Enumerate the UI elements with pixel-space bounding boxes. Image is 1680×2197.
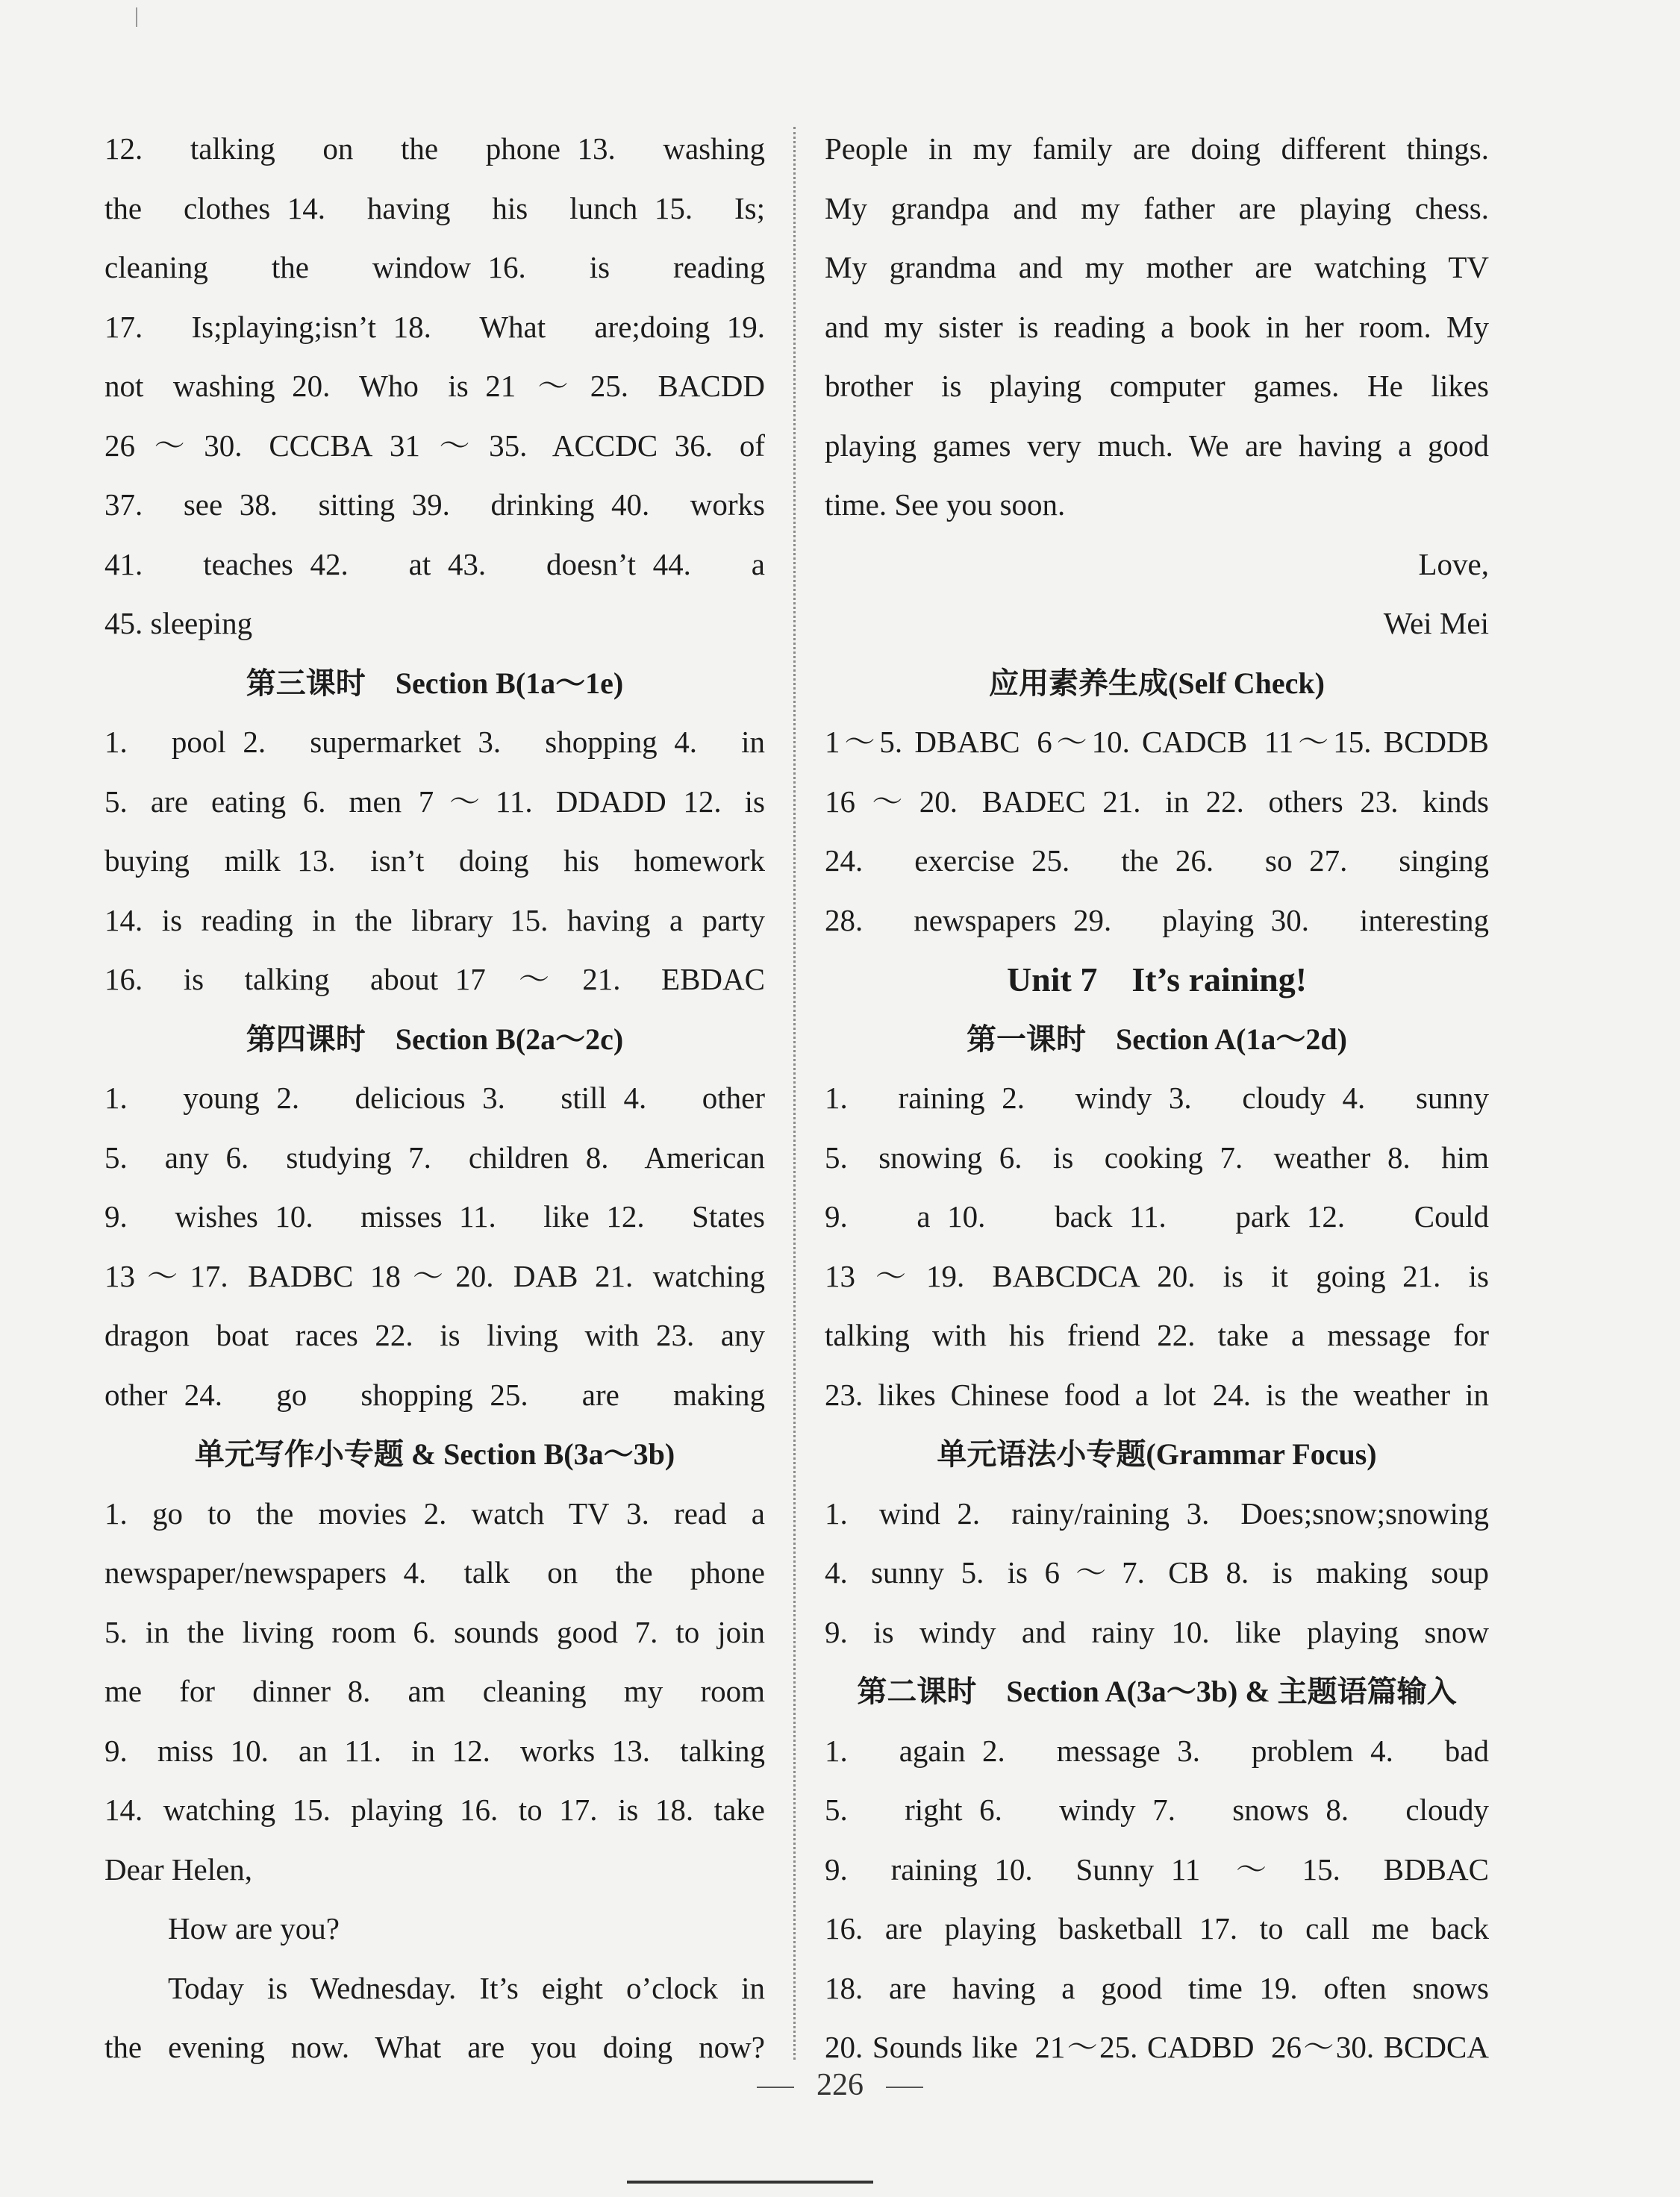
answer-line: [104, 1543, 765, 1603]
answer-item: 16. to: [459, 1793, 543, 1827]
letter-line: My grandma and my mother are watching TV: [825, 250, 1489, 284]
answer-item: 23. any: [655, 1318, 765, 1352]
answer-item: newspaper/newspapers: [104, 1555, 387, 1590]
answer-line: [825, 772, 1489, 832]
answer-item: 17. Is;playing;isn’t: [104, 309, 377, 344]
answer-line: [104, 1484, 765, 1544]
answer-item: 11～15. BCDDB: [1264, 725, 1489, 759]
answer-item: 14. is reading in the library: [104, 902, 493, 937]
answer-item: 2. supermarket: [243, 725, 461, 759]
answer-item: 4. bad: [1370, 1733, 1489, 1768]
letter-greeting: How are you?: [168, 1911, 340, 1946]
answer-line: [825, 1543, 1489, 1603]
answer-item: 25. the: [1031, 843, 1159, 878]
answer-item: me for dinner: [104, 1674, 331, 1708]
answer-item: 1. pool: [104, 725, 226, 759]
answer-item: 16. is talking about: [104, 962, 439, 996]
answer-line: [104, 119, 765, 179]
answer-item: 2. windy: [1002, 1081, 1152, 1115]
answer-item: 3. read a: [626, 1496, 765, 1531]
answer-item: 21. watching: [595, 1258, 765, 1293]
heading-section-b-1a-1e: 第三课时 Section B(1a～1e): [246, 666, 624, 700]
answer-item: 21. is: [1402, 1258, 1489, 1293]
page-number: 226: [816, 2068, 864, 2102]
answer-item: 12. works: [452, 1733, 596, 1768]
answer-line: [104, 416, 765, 476]
answer-item: 6. men: [302, 784, 402, 819]
answer-item: 1. young: [104, 1081, 260, 1115]
answer-item: 3. still: [482, 1081, 607, 1115]
answer-item: 10. an: [230, 1733, 328, 1768]
answer-item: 22. others: [1205, 784, 1343, 819]
answer-item: 1. again: [825, 1733, 966, 1768]
answer-item: 36. of: [674, 428, 765, 463]
answer-item: 5. right: [825, 1793, 963, 1827]
answer-block-unit6-section-a: [104, 119, 765, 654]
answer-line: [104, 772, 765, 832]
answer-line: [104, 357, 765, 416]
left-column: [104, 119, 765, 2078]
answer-line: [825, 1069, 1489, 1128]
answer-item: 15. playing: [292, 1793, 443, 1827]
letter-body: [825, 119, 1489, 535]
answer-item: not washing: [104, 369, 275, 403]
answer-item: 6. studying: [225, 1140, 392, 1175]
answer-line: [825, 713, 1489, 772]
answer-item: 10. back: [947, 1199, 1113, 1234]
answer-item: 43. doesn’t: [447, 546, 637, 581]
answer-item: 9. a: [825, 1199, 931, 1234]
answer-line: [104, 1366, 765, 1425]
answer-block-unit7-section-a-1a-2d: [825, 1069, 1489, 1425]
answer-item: 31～35. ACCDC: [389, 428, 658, 463]
unit-title: Unit 7 It’s raining!: [1006, 960, 1308, 999]
heading-self-check: 应用素养生成(Self Check): [989, 666, 1325, 700]
answer-item: 15. having a party: [510, 902, 765, 937]
answer-line: [825, 1840, 1489, 1900]
answer-line: [104, 831, 765, 891]
letter-line: My grandpa and my father are playing chess.: [825, 190, 1489, 225]
answer-item: 1. go to the movies: [104, 1496, 407, 1531]
answer-item: 3. problem: [1177, 1733, 1354, 1768]
answer-item: 9. raining: [825, 1851, 978, 1887]
answer-item: 7. to join: [634, 1614, 765, 1649]
answer-line: [104, 298, 765, 357]
answer-block-self-check: [825, 713, 1489, 950]
answer-item: the clothes: [104, 190, 271, 225]
answer-item: 26～30. BCDCA: [1271, 2030, 1489, 2064]
answer-line: [825, 1247, 1489, 1307]
answer-line: [104, 535, 765, 595]
letter-signature: Wei Mei: [1383, 606, 1489, 640]
answer-item: 6～7. CB: [1044, 1555, 1209, 1590]
answer-line: [825, 891, 1489, 951]
answer-item: 7～11. DDADD: [418, 784, 666, 819]
answer-item: 9. wishes: [104, 1199, 258, 1234]
heading-writing-section-b-3a-3b: 单元写作小专题 & Section B(3a～3b): [194, 1437, 675, 1471]
letter-salutation: Dear Helen,: [104, 1851, 253, 1887]
answer-item: talking with his friend: [825, 1318, 1140, 1352]
answer-item: 10. Sunny: [994, 1851, 1155, 1887]
answer-item: 3. shopping: [478, 725, 658, 759]
answer-item: 14. watching: [104, 1793, 276, 1827]
answer-line: [104, 1247, 765, 1307]
answer-item: 10. misses: [275, 1199, 443, 1234]
answer-line: [104, 1306, 765, 1366]
answer-item: 9. miss: [104, 1733, 214, 1768]
answer-item: 3. cloudy: [1168, 1081, 1325, 1115]
answer-item: 20. Sounds like: [825, 2030, 1018, 2064]
answer-line: [825, 1603, 1489, 1663]
answer-item: 5. is: [961, 1555, 1028, 1590]
answer-item: 3. Does;snow;snowing: [1186, 1496, 1489, 1531]
answer-block-writing: [104, 1484, 765, 1840]
answer-item: 20. Who is: [292, 369, 469, 403]
answer-item: 19.: [726, 309, 765, 344]
heading-grammar-focus: 单元语法小专题(Grammar Focus): [937, 1437, 1377, 1471]
answer-line: [104, 475, 765, 535]
answer-item: 5. are eating: [104, 784, 287, 819]
answer-item: 6. is cooking: [999, 1140, 1203, 1175]
answer-item: 18. What are;doing: [393, 309, 711, 344]
answer-item: 22. take a message for: [1157, 1318, 1489, 1352]
letter-line: Today is Wednesday. It’s eight o’clock in: [168, 1970, 765, 2005]
answer-item: 28. newspapers: [825, 902, 1057, 937]
answer-item: 25. are making: [490, 1377, 765, 1412]
answer-line: [825, 1306, 1489, 1366]
answer-item: 12. Could: [1306, 1199, 1489, 1234]
heading-unit7-section-a-1a-2d: 第一课时 Section A(1a～2d): [967, 1022, 1347, 1056]
answer-item: 13. washing: [577, 131, 765, 166]
answer-item: 27. singing: [1309, 843, 1489, 878]
answer-line: [104, 1128, 765, 1188]
answer-item: 1. wind: [825, 1496, 940, 1531]
answer-line: [825, 1366, 1489, 1425]
bottom-rule: [627, 2181, 873, 2184]
answer-item: 8. him: [1387, 1140, 1489, 1175]
answer-item: buying milk: [104, 843, 281, 878]
answer-item: 13. talking: [611, 1733, 765, 1768]
answer-line: [825, 1128, 1489, 1188]
answer-item: 6. sounds good: [413, 1614, 619, 1649]
answer-item: 21～25. CADBD: [1034, 2030, 1255, 2064]
right-column: [825, 119, 1489, 2078]
answer-item: 6～10. CADCB: [1037, 725, 1248, 759]
answer-item: 17. to call me back: [1199, 1911, 1489, 1946]
answer-item: 12. is: [683, 784, 765, 819]
answer-line: [104, 891, 765, 951]
answer-line: [104, 713, 765, 772]
answer-item: 30. interesting: [1270, 902, 1489, 937]
answer-item: 1. raining: [825, 1081, 985, 1115]
answer-item: 4. other: [623, 1081, 765, 1115]
answer-item: 9. is windy and rainy: [825, 1614, 1155, 1649]
answer-item: 19. often snows: [1259, 1970, 1489, 2005]
answer-line: [825, 1899, 1489, 1959]
answer-line: [825, 1781, 1489, 1840]
answer-item: 6. windy: [979, 1793, 1136, 1827]
answer-item: 45. sleeping: [104, 606, 253, 640]
answer-item: 8. cloudy: [1325, 1793, 1489, 1827]
answer-item: 37. see: [104, 487, 223, 522]
heading-unit7-section-a-3a-3b: 第二课时 Section A(3a～3b) & 主题语篇输入: [857, 1675, 1457, 1708]
answer-item: 29. playing: [1073, 902, 1255, 937]
letter-line: brother is playing computer games. He likes: [825, 369, 1489, 403]
answer-item: 17～21. EBDAC: [455, 962, 765, 996]
answer-line: [104, 238, 765, 298]
column-divider: [793, 127, 796, 2060]
answer-item: 5. in the living room: [104, 1614, 396, 1649]
answer-item: 13. isn’t doing his homework: [297, 843, 765, 878]
answer-block-section-b-1a-1e: [104, 713, 765, 1010]
letter-line: playing games very much. We are having a good: [825, 428, 1489, 463]
answer-item: 7. snows: [1152, 1793, 1309, 1827]
heading-section-b-2a-2c: 第四课时 Section B(2a～2c): [246, 1022, 624, 1056]
answer-item: 8. is making soup: [1225, 1555, 1489, 1590]
answer-item: 24. is the weather in: [1212, 1377, 1489, 1412]
answer-item: 11. in: [344, 1733, 436, 1768]
answer-item: 26～30. CCCBA: [104, 428, 373, 463]
answer-line: [825, 1722, 1489, 1781]
answer-line: [104, 1662, 765, 1722]
answer-item: 8. am cleaning my room: [347, 1674, 765, 1708]
answer-item: 18. take: [655, 1793, 765, 1827]
answer-item: 18～20. DAB: [369, 1258, 578, 1293]
answer-line: [104, 1187, 765, 1247]
answer-item: 24. go shopping: [184, 1377, 473, 1412]
answer-item: 13～17. BADBC: [104, 1258, 354, 1293]
answer-line: [104, 1603, 765, 1663]
answer-item: other: [104, 1377, 168, 1412]
answer-item: 21～25. BACDD: [485, 369, 765, 403]
answer-item: 2. delicious: [276, 1081, 466, 1115]
answer-line: [104, 1781, 765, 1840]
answer-item: 38. sitting: [239, 487, 396, 522]
answer-item: 4. in: [674, 725, 765, 759]
scan-mark: [136, 7, 137, 27]
answer-item: 44. a: [652, 546, 765, 581]
answer-item: 24. exercise: [825, 843, 1015, 878]
answer-item: 5. any: [104, 1140, 209, 1175]
answer-line: [104, 179, 765, 239]
answer-block-unit7-section-a-3a-3b: [825, 1722, 1489, 2078]
answer-item: 12. States: [606, 1199, 765, 1234]
letter-line: the evening now. What are you doing now?: [104, 2030, 765, 2064]
answer-item: 5. snowing: [825, 1140, 983, 1175]
answer-line: [104, 594, 765, 654]
answer-item: 8. American: [585, 1140, 765, 1175]
answer-item: 4. sunny: [1342, 1081, 1489, 1115]
answer-item: 4. sunny: [825, 1555, 945, 1590]
answer-item: 7. children: [408, 1140, 569, 1175]
answer-item: 14. having his lunch: [287, 190, 638, 225]
answer-line: [104, 1069, 765, 1128]
answer-item: 39. drinking: [411, 487, 595, 522]
answer-item: 21. in: [1102, 784, 1190, 819]
answer-block-section-b-2a-2c: [104, 1069, 765, 1425]
answer-block-grammar-focus: [825, 1484, 1489, 1663]
answer-item: cleaning the window: [104, 250, 471, 284]
letter-line: People in my family are doing different things.: [825, 131, 1489, 166]
answer-item: 16. are playing basketball: [825, 1911, 1183, 1946]
answer-item: 11. like: [459, 1199, 590, 1234]
answer-item: 1～5. DBABC: [825, 725, 1020, 759]
answer-item: 20. is it going: [1157, 1258, 1386, 1293]
answer-line: [104, 950, 765, 1010]
letter-line: and my sister is reading a book in her room. My: [825, 309, 1489, 344]
answer-item: 11～15. BDBAC: [1170, 1851, 1489, 1887]
answer-item: 18. are having a good time: [825, 1970, 1243, 2005]
letter-line: time. See you soon.: [825, 487, 1066, 522]
answer-item: 17. is: [559, 1793, 639, 1827]
answer-item: 11. park: [1129, 1199, 1290, 1234]
answer-item: 13～19. BABCDCA: [825, 1258, 1140, 1293]
answer-item: 15. Is;: [654, 190, 765, 225]
answer-item: 7. weather: [1220, 1140, 1371, 1175]
footer-dash: [886, 2087, 923, 2088]
answer-item: dragon boat races: [104, 1318, 358, 1352]
answer-item: 2. message: [982, 1733, 1161, 1768]
answer-item: 4. talk on the phone: [403, 1555, 765, 1590]
answer-item: 40. works: [611, 487, 765, 522]
answer-line: [104, 1722, 765, 1781]
answer-item: 2. watch TV: [423, 1496, 610, 1531]
answer-line: [825, 1484, 1489, 1544]
answer-item: 12. talking on the phone: [104, 131, 560, 166]
answer-item: 22. is living with: [375, 1318, 640, 1352]
answer-item: 16～20. BADEC: [825, 784, 1086, 819]
answer-item: 16. is reading: [487, 250, 765, 284]
answer-item: 41. teaches: [104, 546, 293, 581]
answer-item: 26. so: [1175, 843, 1293, 878]
footer-dash: [757, 2087, 794, 2088]
letter-closing: Love,: [1418, 546, 1489, 581]
answer-item: 23. kinds: [1360, 784, 1489, 819]
answer-item: 2. rainy/raining: [957, 1496, 1170, 1531]
page-number-footer: [0, 2067, 1680, 2103]
answer-item: 42. at: [310, 546, 431, 581]
answer-line: [825, 1187, 1489, 1247]
answer-item: 23. likes Chinese food a lot: [825, 1377, 1196, 1412]
answer-item: 10. like playing snow: [1171, 1614, 1489, 1649]
answer-line: [825, 1959, 1489, 2019]
answer-line: [825, 831, 1489, 891]
